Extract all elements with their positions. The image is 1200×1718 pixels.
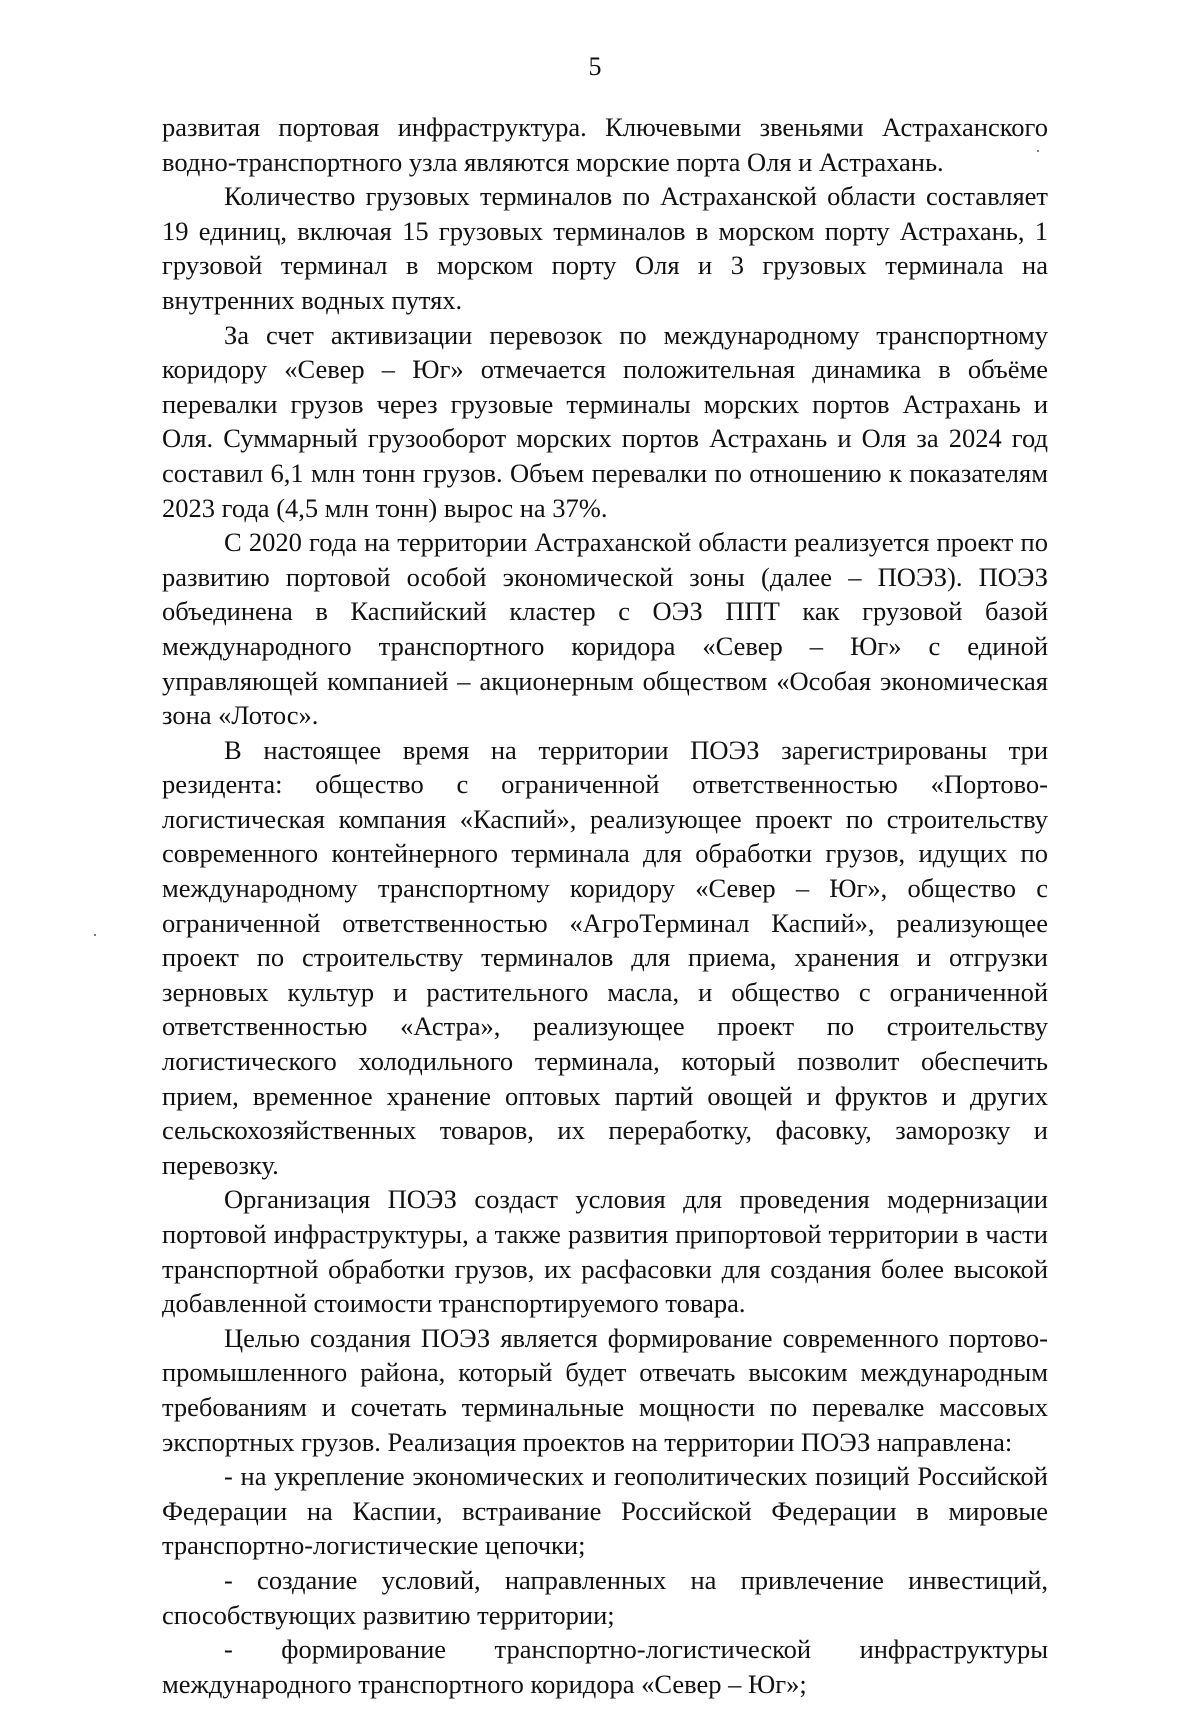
scan-speck (1037, 150, 1039, 152)
list-item-geopolitics: - на укрепление экономических и геополитических позиций Российской Федерации на Каспии, встраивание Российской Федерации в мировые транспортно-логистические цепочки; (162, 1461, 1048, 1561)
list-item-investment: - создание условий, направленных на привлечение инвестиций, способствующих развитию территории; (162, 1564, 1048, 1630)
paragraph-poez-conditions: Организация ПОЭЗ создаст условия для проведения модернизации портовой инфраструктуры, а также развития припортовой территории в части транспортной обработки грузов, их расфасовки для создания более высокой добавленной стоимости транспортируемого товара. (162, 1184, 1048, 1319)
scan-speck (94, 934, 96, 936)
paragraph-poez-goal: Целью создания ПОЭЗ является формирование современного портово-промышленного района, который будет отвечать высоким международным требованиям и сочетать терминальные мощности по перевалке массовых экспортных грузов. Реализация проектов на территории ПОЭЗ направлена: (162, 1322, 1048, 1457)
paragraph-poez-project: С 2020 года на территории Астраханской области реализуется проект по развитию портовой особой экономической зоны (далее – ПОЭЗ). ПОЭЗ объединена в Каспийский кластер с ОЭЗ ППТ как грузовой базой международного транспортного коридора «Север – Юг» с единой управляющей компанией – акционерным обществом «Особая экономическая зона «Лотос». (162, 527, 1048, 731)
paragraph-cargo-turnover: За счет активизации перевозок по международному транспортному коридору «Север – Юг» отмечается положительная динамика в объёме перевалки грузов через грузовые терминалы морских портов Астрахань и Оля. Суммарный грузооборот морских портов Астрахань и Оля за 2024 год составил 6,1 млн тонн грузов. Объем перевалки по отношению к показателям 2023 года (4,5 млн тонн) вырос на 37%. (162, 319, 1048, 523)
paragraph-poez-residents: В настоящее время на территории ПОЭЗ зарегистрированы три резидента: общество с ограниченной ответственностью «Портово-логистическая компания «Каспий», реализующее проект по строительству современного контейнерного терминала для обработки грузов, идущих по международному транспортному коридору «Север – Юг», общество с ограниченной ответственностью «АгроТерминал Каспий», реализующее проект по строительству терминалов для приема, хранения и отгрузки зерновых культур и растительного масла, и общество с ограниченной ответственностью «Астра», реализующее проект по строительству логистического холодильного терминала, который позволит обеспечить прием, временное хранение оптовых партий овощей и фруктов и других сельскохозяйственных товаров, их переработку, фасовку, заморозку и перевозку. (162, 734, 1048, 1180)
document-body (162, 110, 1048, 1701)
list-item-logistics: - формирование транспортно-логистической инфраструктуры международного транспортного коридора «Север – Юг»; (162, 1634, 1048, 1699)
paragraph-port-infrastructure: развитая портовая инфраструктура. Ключевыми звеньями Астраханского водно-транспортного узла являются морские порта Оля и Астрахань. (162, 112, 1048, 177)
page-number: 5 (588, 52, 602, 81)
paragraph-cargo-terminals: Количество грузовых терминалов по Астраханской области составляет 19 единиц, включая 15 грузовых терминалов в морском порту Астрахань, 1 грузовой терминал в морском порту Оля и 3 грузовых терминала на внутренних водных путях. (162, 181, 1048, 315)
